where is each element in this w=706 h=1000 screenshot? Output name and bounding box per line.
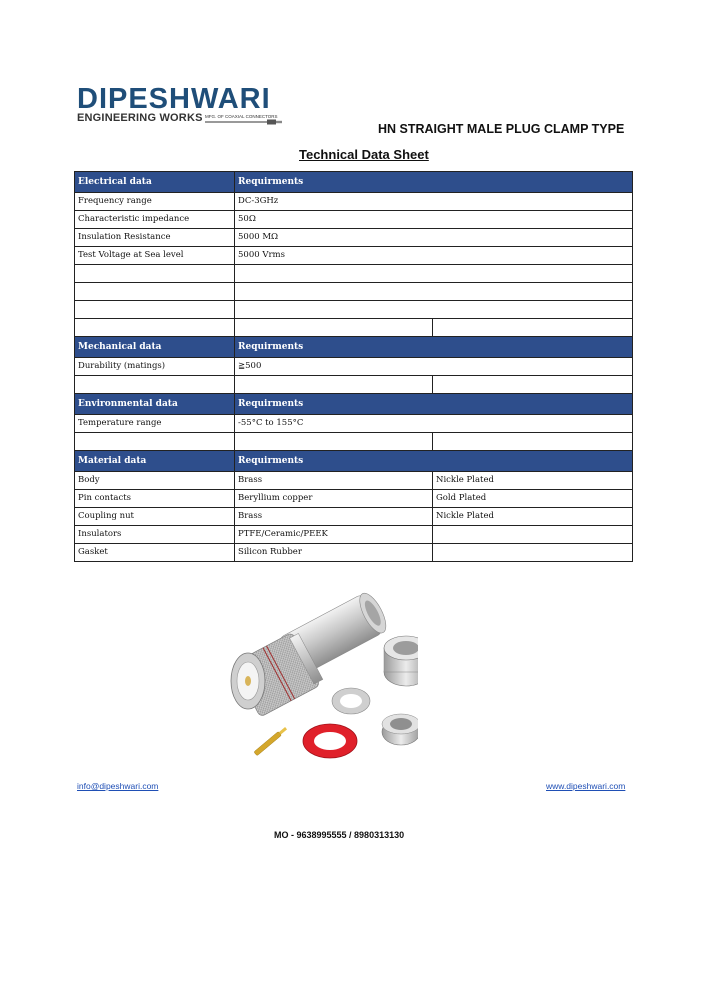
logo-cable-icon [205, 119, 283, 125]
param-name: Gasket [75, 544, 235, 562]
param-value: Brass [235, 472, 433, 490]
param-name: Body [75, 472, 235, 490]
param-name: Frequency range [75, 193, 235, 211]
empty-row [75, 319, 633, 337]
param-value: PTFE/Ceramic/PEEK [235, 526, 433, 544]
empty-row [75, 283, 633, 301]
hn-connector-kit-icon [218, 586, 418, 766]
table-row [75, 544, 633, 562]
section-header-mechanical [75, 337, 633, 358]
logo-brand-name: DIPESHWARI [77, 83, 271, 115]
empty-row [75, 265, 633, 283]
table-row [75, 508, 633, 526]
empty-row [75, 433, 633, 451]
table-row [75, 193, 633, 211]
param-name: Coupling nut [75, 508, 235, 526]
section-requirements-label: Requirments [235, 451, 633, 472]
section-title: Mechanical data [75, 337, 235, 358]
sheet-title: Technical Data Sheet [299, 147, 429, 162]
spec-table [74, 171, 633, 562]
mobile-numbers: MO - 9638995555 / 8980313130 [274, 830, 405, 840]
empty-row [75, 301, 633, 319]
param-value: ≧500 [235, 358, 633, 376]
email-link[interactable]: info@dipeshwari.com [77, 781, 159, 791]
param-value: -55°C to 155°C [235, 415, 633, 433]
table-row [75, 247, 633, 265]
param-value: Beryllium copper [235, 490, 433, 508]
param-value: 5000 Vrms [235, 247, 633, 265]
product-title: HN STRAIGHT MALE PLUG CLAMP TYPE [378, 122, 625, 136]
param-value: Brass [235, 508, 433, 526]
param-name: Pin contacts [75, 490, 235, 508]
logo-tagline: MFG. OF COAXIAL CONNECTORS [205, 114, 278, 119]
table-row [75, 526, 633, 544]
empty-row [75, 376, 633, 394]
section-title: Material data [75, 451, 235, 472]
section-header-environmental [75, 394, 633, 415]
param-value: DC-3GHz [235, 193, 633, 211]
param-name: Durability (matings) [75, 358, 235, 376]
table-row [75, 415, 633, 433]
table-row [75, 358, 633, 376]
table-row [75, 472, 633, 490]
table-row [75, 229, 633, 247]
param-value: Silicon Rubber [235, 544, 433, 562]
section-title: Electrical data [75, 172, 235, 193]
section-requirements-label: Requirments [235, 394, 633, 415]
param-name: Insulators [75, 526, 235, 544]
table-row [75, 490, 633, 508]
logo-subtitle-row [77, 111, 292, 125]
param-value: 50Ω [235, 211, 633, 229]
param-finish [433, 526, 633, 544]
param-finish: Gold Plated [433, 490, 633, 508]
param-name: Characteristic impedance [75, 211, 235, 229]
param-value: 5000 MΩ [235, 229, 633, 247]
param-name: Temperature range [75, 415, 235, 433]
section-header-electrical [75, 172, 633, 193]
section-requirements-label: Requirments [235, 172, 633, 193]
param-name: Insulation Resistance [75, 229, 235, 247]
param-finish [433, 544, 633, 562]
section-requirements-label: Requirments [235, 337, 633, 358]
section-header-material [75, 451, 633, 472]
table-row [75, 211, 633, 229]
section-title: Environmental data [75, 394, 235, 415]
logo-subtitle: ENGINEERING WORKS [77, 112, 203, 124]
param-name: Test Voltage at Sea level [75, 247, 235, 265]
website-link[interactable]: www.dipeshwari.com [546, 781, 626, 791]
param-finish: Nickle Plated [433, 508, 633, 526]
param-finish: Nickle Plated [433, 472, 633, 490]
company-logo [77, 84, 292, 128]
